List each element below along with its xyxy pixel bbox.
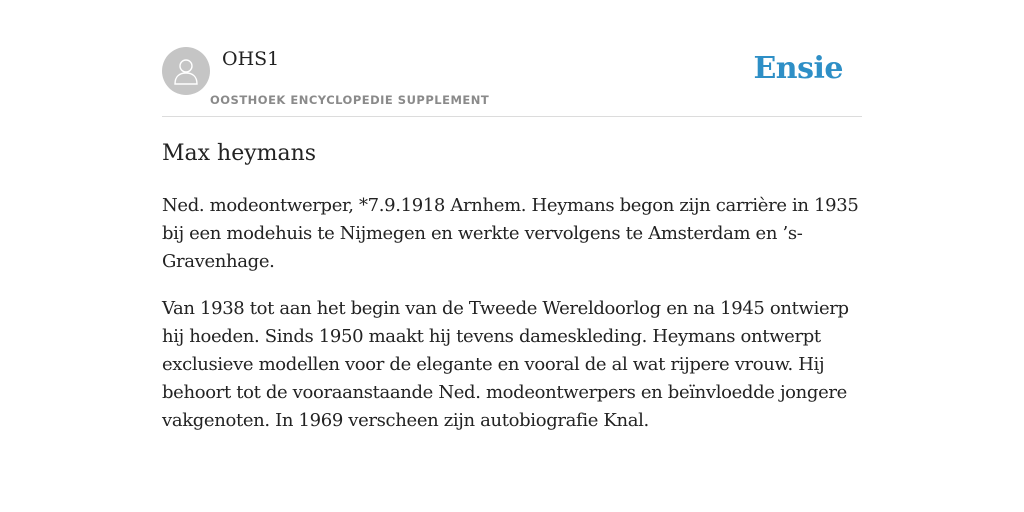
article-paragraph: Van 1938 tot aan het begin van de Tweede Wereldoorlog en na 1945 ontwierp hij hoeden. Sinds 1950 maakt hij tevens dameskleding. Heymans ontwerpt exclusieve modellen voor de elegante en vooral de al wat rijpere vrouw. Hij behoort tot de vooraanstaande Ned. modeontwerpers en beïnvloedde jongere vakgenoten. In 1969 verscheen zijn autobiografie Knal. <box>162 298 849 431</box>
article-title: Max heymans <box>162 141 317 166</box>
user-name[interactable]: OHS1 <box>222 48 280 70</box>
brand-logo[interactable]: Ensie <box>753 51 843 86</box>
source-label: OOSTHOEK ENCYCLOPEDIE SUPPLEMENT <box>210 93 490 107</box>
user-icon <box>173 57 199 85</box>
entry-header <box>162 46 862 117</box>
article-paragraph: Ned. modeontwerper, *7.9.1918 Arnhem. Heymans begon zijn carrière in 1935 bij een modehuis te Nijmegen en werkte vervolgens te Amsterdam en ’s-Gravenhage. <box>162 195 859 272</box>
article <box>162 138 862 435</box>
avatar[interactable] <box>162 47 210 95</box>
